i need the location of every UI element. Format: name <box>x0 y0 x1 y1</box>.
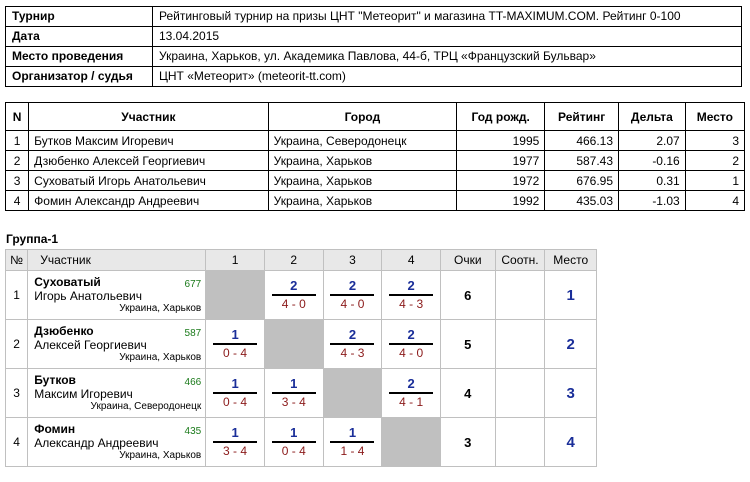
player-info <box>28 320 206 369</box>
info-value: ЦНТ «Метеорит» (meteorit-tt.com) <box>153 67 742 87</box>
match-score: 3 - 4 <box>281 394 306 409</box>
participant-row <box>6 131 745 151</box>
group-results-table <box>5 249 597 467</box>
player-first-name: Игорь Анатольевич <box>34 289 142 303</box>
match-points: 1 <box>213 425 257 443</box>
participant-cell: Дзюбенко Алексей Георгиевич <box>29 151 269 171</box>
column-header: Участник <box>29 103 269 131</box>
participant-row <box>6 151 745 171</box>
info-key: Дата <box>6 27 153 47</box>
player-last-name: Бутков <box>34 373 76 387</box>
player-info <box>28 271 206 320</box>
participant-cell: Украина, Харьков <box>268 171 456 191</box>
player-city: Украина, Северодонецк <box>90 401 202 412</box>
info-row <box>6 27 742 47</box>
match-result <box>272 425 316 460</box>
match-result-cell <box>264 271 323 320</box>
player-first-name: Алексей Георгиевич <box>34 338 147 352</box>
participant-cell: 1995 <box>457 131 545 151</box>
match-points: 2 <box>330 327 374 345</box>
match-result <box>272 278 316 313</box>
participant-cell: 435.03 <box>545 191 619 211</box>
participant-cell: 2 <box>685 151 744 171</box>
match-points: 1 <box>272 376 316 394</box>
match-score: 0 - 4 <box>223 394 248 409</box>
participant-cell: Украина, Харьков <box>268 191 456 211</box>
group-row <box>6 369 597 418</box>
participant-cell: -1.03 <box>619 191 686 211</box>
participant-row <box>6 171 745 191</box>
participant-cell: 1992 <box>457 191 545 211</box>
info-key: Место проведения <box>6 47 153 67</box>
grid-column-header: 3 <box>323 250 382 271</box>
participant-cell: Украина, Северодонецк <box>268 131 456 151</box>
match-result <box>389 327 433 362</box>
participant-cell: 4 <box>6 191 29 211</box>
player-rating: 435 <box>184 426 202 437</box>
match-result-cell <box>382 320 441 369</box>
participant-cell: 1 <box>6 131 29 151</box>
match-score: 4 - 1 <box>399 394 424 409</box>
grid-column-header: № <box>6 250 28 271</box>
player-rating: 466 <box>184 377 202 388</box>
info-row <box>6 67 742 87</box>
participant-cell: 3 <box>685 131 744 151</box>
participant-cell: 587.43 <box>545 151 619 171</box>
match-score: 4 - 0 <box>281 296 306 311</box>
match-points: 2 <box>389 376 433 394</box>
match-points: 1 <box>213 327 257 345</box>
participant-cell: 0.31 <box>619 171 686 191</box>
grid-column-header: Участник <box>28 250 206 271</box>
player-ratio <box>495 271 545 320</box>
group-row <box>6 271 597 320</box>
match-result-cell <box>323 418 382 467</box>
match-points: 1 <box>213 376 257 394</box>
match-score: 0 - 4 <box>223 345 248 360</box>
match-result-cell <box>206 369 265 418</box>
group-row <box>6 418 597 467</box>
column-header: N <box>6 103 29 131</box>
player-info <box>28 418 206 467</box>
match-points: 2 <box>330 278 374 296</box>
info-value: Рейтинговый турнир на призы ЦНТ "Метеорит" и магазина TT-MAXIMUM.COM. Рейтинг 0-100 <box>153 7 742 27</box>
player-rating: 677 <box>184 279 202 290</box>
participant-cell: 4 <box>685 191 744 211</box>
player-first-name: Александр Андреевич <box>34 436 159 450</box>
participant-cell: 2.07 <box>619 131 686 151</box>
match-points: 2 <box>272 278 316 296</box>
player-points: 6 <box>441 271 496 320</box>
player-ratio <box>495 418 545 467</box>
self-match-cell <box>264 320 323 369</box>
match-points: 2 <box>389 327 433 345</box>
player-city: Украина, Харьков <box>119 352 202 363</box>
grid-column-header: Соотн. <box>495 250 545 271</box>
player-place: 3 <box>545 369 597 418</box>
match-result-cell <box>382 271 441 320</box>
match-result-cell <box>206 418 265 467</box>
player-last-name: Фомин <box>34 422 76 436</box>
match-result <box>330 425 374 460</box>
self-match-cell <box>382 418 441 467</box>
participant-row <box>6 191 745 211</box>
column-header: Город <box>268 103 456 131</box>
column-header: Рейтинг <box>545 103 619 131</box>
participant-cell: 1977 <box>457 151 545 171</box>
player-rating: 587 <box>184 328 202 339</box>
player-number: 3 <box>6 369 28 418</box>
match-score: 4 - 3 <box>399 296 424 311</box>
participant-cell: -0.16 <box>619 151 686 171</box>
participant-cell: 2 <box>6 151 29 171</box>
match-result <box>213 425 257 460</box>
participant-cell: 3 <box>6 171 29 191</box>
grid-column-header: 2 <box>264 250 323 271</box>
player-points: 5 <box>441 320 496 369</box>
player-city: Украина, Харьков <box>119 450 202 461</box>
grid-column-header: Место <box>545 250 597 271</box>
player-city: Украина, Харьков <box>119 303 202 314</box>
match-score: 0 - 4 <box>281 443 306 458</box>
player-place: 4 <box>545 418 597 467</box>
player-number: 4 <box>6 418 28 467</box>
player-last-name: Суховатый <box>34 275 101 289</box>
participant-cell: Фомин Александр Андреевич <box>29 191 269 211</box>
match-result-cell <box>382 369 441 418</box>
player-number: 2 <box>6 320 28 369</box>
participant-cell: 676.95 <box>545 171 619 191</box>
participant-cell: Бутков Максим Игоревич <box>29 131 269 151</box>
participant-cell: 466.13 <box>545 131 619 151</box>
match-result <box>272 376 316 411</box>
match-result <box>330 327 374 362</box>
match-points: 1 <box>272 425 316 443</box>
match-score: 4 - 0 <box>340 296 365 311</box>
self-match-cell <box>206 271 265 320</box>
player-ratio <box>495 369 545 418</box>
info-key: Турнир <box>6 7 153 27</box>
player-number: 1 <box>6 271 28 320</box>
match-result <box>213 376 257 411</box>
player-points: 3 <box>441 418 496 467</box>
info-value: 13.04.2015 <box>153 27 742 47</box>
player-first-name: Максим Игоревич <box>34 387 133 401</box>
column-header: Место <box>685 103 744 131</box>
player-info <box>28 369 206 418</box>
player-place: 2 <box>545 320 597 369</box>
match-score: 4 - 3 <box>340 345 365 360</box>
player-points: 4 <box>441 369 496 418</box>
player-ratio <box>495 320 545 369</box>
match-result <box>213 327 257 362</box>
match-result <box>389 278 433 313</box>
participant-cell: Украина, Харьков <box>268 151 456 171</box>
participant-cell: 1972 <box>457 171 545 191</box>
participants-table <box>5 102 745 211</box>
column-header: Дельта <box>619 103 686 131</box>
match-result-cell <box>264 369 323 418</box>
tournament-info-table <box>5 6 742 87</box>
info-key: Организатор / судья <box>6 67 153 87</box>
grid-column-header: 1 <box>206 250 265 271</box>
grid-column-header: Очки <box>441 250 496 271</box>
player-place: 1 <box>545 271 597 320</box>
match-score: 4 - 0 <box>399 345 424 360</box>
match-result <box>330 278 374 313</box>
info-value: Украина, Харьков, ул. Академика Павлова, 44-б, ТРЦ «Французский Бульвар» <box>153 47 742 67</box>
info-row <box>6 47 742 67</box>
self-match-cell <box>323 369 382 418</box>
match-result <box>389 376 433 411</box>
participant-cell: 1 <box>685 171 744 191</box>
info-row <box>6 7 742 27</box>
grid-column-header: 4 <box>382 250 441 271</box>
match-result-cell <box>206 320 265 369</box>
group-row <box>6 320 597 369</box>
player-last-name: Дзюбенко <box>34 324 94 338</box>
match-score: 1 - 4 <box>340 443 365 458</box>
match-result-cell <box>264 418 323 467</box>
match-points: 2 <box>389 278 433 296</box>
column-header: Год рожд. <box>457 103 545 131</box>
match-points: 1 <box>330 425 374 443</box>
match-result-cell <box>323 271 382 320</box>
group-title: Группа-1 <box>6 232 59 246</box>
participant-cell: Суховатый Игорь Анатольевич <box>29 171 269 191</box>
match-result-cell <box>323 320 382 369</box>
match-score: 3 - 4 <box>223 443 248 458</box>
